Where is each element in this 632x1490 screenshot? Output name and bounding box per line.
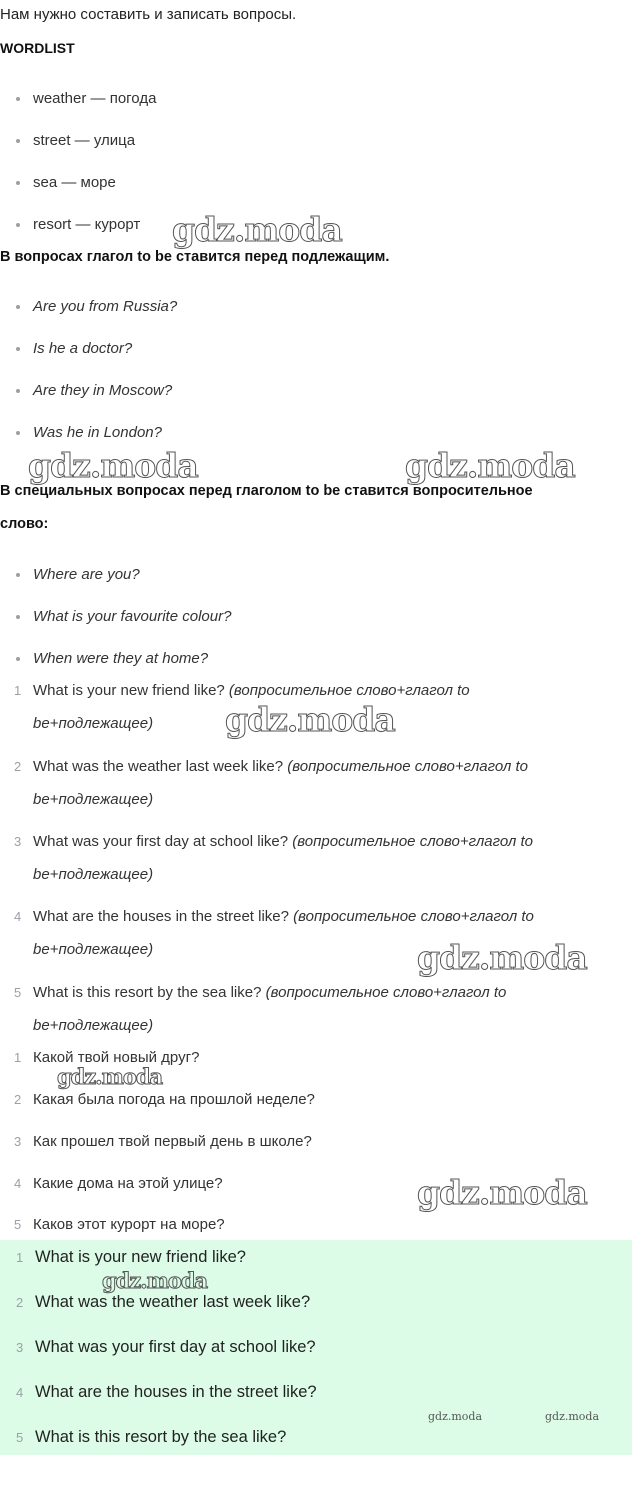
example-item: When were they at home? [16,650,208,667]
answer-hint-cont: be+подлежащее) [33,866,154,883]
example-item: Are you from Russia? [16,298,177,315]
final-answer-item: 5 What is this resort by the sea like? [16,1428,287,1446]
bullet-icon [16,389,20,393]
bullet-icon [16,181,20,185]
example-item: Is he a doctor? [16,340,132,357]
watermark-logo: gdz.moda [417,1173,587,1212]
wordlist-item: sea — море [16,174,116,191]
translation-item: 3 Как прошел твой первый день в школе? [14,1133,312,1150]
bullet-icon [16,615,20,619]
answer-hint-cont: be+подлежащее) [33,1017,154,1034]
translation-item: 2 Какая была погода на прошлой неделе? [14,1091,315,1108]
answer-hint-cont: be+подлежащее) [33,791,154,808]
translation-item: 1 Какой твой новый друг? [14,1049,200,1066]
rule-heading: В вопросах глагол to be ставится перед подлежащим. [0,249,390,265]
watermark-logo: gdz.moda [102,1268,208,1293]
answer-item: 3 What was your first day at school like? (вопросительное слово+глагол to [14,833,534,850]
bullet-icon [16,657,20,661]
bullet-icon [16,97,20,101]
wordlist-item: weather — погода [16,90,156,107]
final-answer-item: 3 What was your first day at school like? [16,1338,316,1356]
bullet-icon [16,431,20,435]
example-item: Was he in London? [16,424,162,441]
example-item: Are they in Moscow? [16,382,172,399]
answer-hint-cont: be+подлежащее) [33,715,154,732]
rule-heading: В специальных вопросах перед глаголом to be ставится вопросительное [0,483,533,499]
example-item: What is your favourite colour? [16,608,231,625]
watermark-logo: gdz.moda [428,1410,483,1423]
bullet-icon [16,139,20,143]
rule-heading-cont: слово: [0,516,49,532]
answer-item: 5 What is this resort by the sea like? (вопросительное слово+глагол to [14,984,507,1001]
bullet-icon [16,347,20,351]
watermark-logo: gdz.moda [57,1064,163,1089]
bullet-icon [16,223,20,227]
bullet-icon [16,305,20,309]
answer-item: 2 What was the weather last week like? (вопросительное слово+глагол to [14,758,529,775]
example-item: Where are you? [16,566,140,583]
wordlist-item: street — улица [16,132,135,149]
translation-item: 4 Какие дома на этой улице? [14,1175,223,1192]
bullet-icon [16,573,20,577]
wordlist-item: resort — курорт [16,216,140,233]
watermark-logo: gdz.moda [545,1410,600,1423]
watermark-logo: gdz.moda [225,700,395,739]
answer-item: 4 What are the houses in the street like? (вопросительное слово+глагол to [14,908,534,925]
watermark-logo: gdz.moda [417,938,587,977]
watermark-logo: gdz.moda [172,210,342,249]
wordlist-title: WORDLIST [0,40,75,56]
final-answer-item: 2 What was the weather last week like? [16,1293,311,1311]
answer-item: 1 What is your new friend like? (вопросительное слово+глагол to [14,682,470,699]
intro-text: Нам нужно составить и записать вопросы. [0,6,297,23]
final-answer-item: 1 What is your new friend like? [16,1248,246,1266]
answer-hint-cont: be+подлежащее) [33,941,154,958]
final-answer-item: 4 What are the houses in the street like? [16,1383,317,1401]
translation-item: 5 Каков этот курорт на море? [14,1216,225,1233]
watermark-logo: gdz.moda [405,446,575,485]
watermark-logo: gdz.moda [28,446,198,485]
